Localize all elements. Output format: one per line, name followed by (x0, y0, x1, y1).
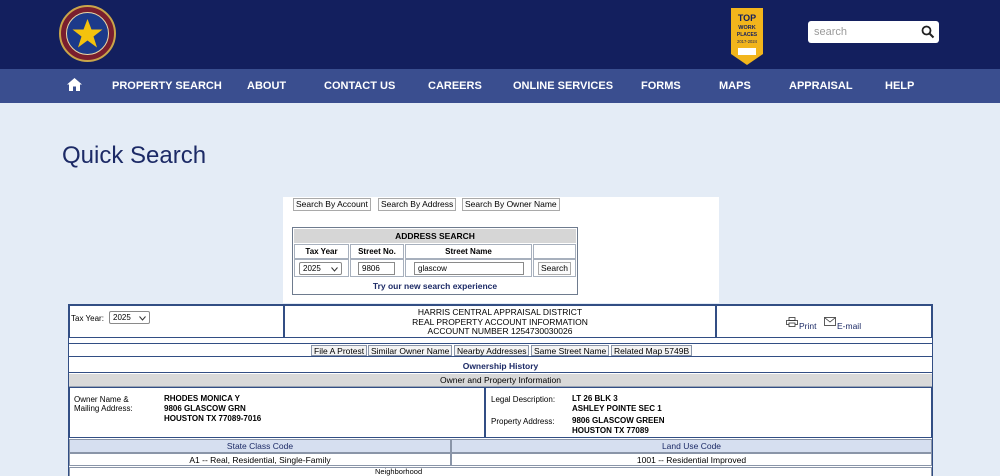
tax-year-header: Tax Year (294, 244, 349, 259)
nav-property-search[interactable]: PROPERTY SEARCH (112, 80, 222, 92)
account-tax-year-select[interactable] (109, 311, 150, 324)
account-title-block (284, 305, 716, 338)
home-icon[interactable] (67, 78, 82, 91)
print-link[interactable]: Print (799, 321, 817, 331)
account-number: ACCOUNT NUMBER 1254730030026 (427, 326, 573, 336)
print-email-area (716, 305, 932, 338)
nav-careers[interactable]: CAREERS (428, 80, 482, 92)
owner-address-1: 9806 GLASCOW GRN (164, 404, 246, 413)
ownership-history-link[interactable]: Ownership History (69, 359, 932, 373)
street-name-input[interactable]: glascow (414, 262, 524, 275)
badge-top: TOP (737, 13, 757, 23)
email-icon[interactable] (824, 317, 836, 326)
tab-file-protest[interactable]: File A Protest (311, 345, 367, 356)
tax-year-value: 2025 (303, 264, 321, 273)
nav-contact-us[interactable]: CONTACT US (324, 80, 396, 92)
nav-online-services[interactable]: ONLINE SERVICES (513, 80, 614, 92)
top-workplaces-badge (731, 8, 763, 65)
site-header (0, 0, 1000, 69)
badge-work: WORK (738, 25, 756, 31)
state-class-code-value: A1 -- Real, Residential, Single-Family (69, 453, 451, 466)
owner-property-info-header: Owner and Property Information (69, 374, 932, 387)
search-by-account-button[interactable]: Search By Account (293, 198, 371, 211)
page-title: Quick Search (62, 142, 207, 169)
nav-appraisal[interactable]: APPRAISAL (789, 80, 853, 92)
neighborhood-header: Neighborhood (375, 467, 423, 476)
tax-year-select[interactable] (299, 262, 342, 275)
value-table-header-row (69, 467, 932, 476)
legal-block (485, 387, 932, 438)
owner-label-2: Mailing Address: (74, 404, 133, 413)
badge-places: PLACES (736, 32, 758, 38)
street-no-header: Street No. (350, 244, 404, 259)
email-link[interactable]: E-mail (837, 321, 862, 331)
legal-line-1: LT 26 BLK 3 (572, 394, 618, 403)
property-address-label: Property Address: (491, 417, 555, 426)
street-no-input[interactable]: 9806 (358, 262, 395, 275)
state-class-code-header: State Class Code (69, 439, 451, 453)
chevron-down-icon (331, 267, 338, 272)
street-name-cell (405, 259, 532, 277)
street-no-cell (350, 259, 404, 277)
search-by-address-button[interactable]: Search By Address (378, 198, 456, 211)
nav-help[interactable]: HELP (885, 80, 915, 92)
tax-year-area (69, 305, 284, 338)
hcad-logo[interactable] (59, 5, 116, 62)
address-search-title: ADDRESS SEARCH (294, 229, 576, 243)
district-name: HARRIS CENTRAL APPRAISAL DISTRICT (417, 307, 583, 317)
chevron-down-icon (139, 316, 146, 321)
tab-similar-owner[interactable]: Similar Owner Name (368, 345, 452, 356)
nav-about[interactable]: ABOUT (247, 80, 287, 92)
search-icon[interactable] (921, 25, 935, 39)
nav-forms[interactable]: FORMS (641, 80, 681, 92)
search-button-cell (533, 259, 576, 277)
tab-related-map[interactable]: Related Map 5749B (611, 345, 692, 356)
legal-label: Legal Description: (491, 395, 556, 404)
address-search-box (292, 227, 578, 295)
property-address-2: HOUSTON TX 77089 (572, 426, 649, 435)
account-tax-year-label: Tax Year: (71, 314, 104, 323)
account-tax-year-value: 2025 (113, 313, 131, 322)
printer-icon[interactable] (786, 317, 798, 327)
star-icon (71, 17, 104, 50)
property-address-1: 9806 GLASCOW GREEN (572, 416, 665, 425)
site-search-input[interactable] (808, 21, 920, 43)
legal-line-2: ASHLEY POINTE SEC 1 (572, 404, 662, 413)
nav-maps[interactable]: MAPS (719, 80, 751, 92)
quick-search-panel (283, 197, 719, 303)
owner-block (69, 387, 485, 438)
account-tabs (69, 343, 932, 357)
badge-years: 2017-2024 (736, 39, 758, 44)
account-info-title: REAL PROPERTY ACCOUNT INFORMATION (412, 316, 588, 327)
tab-nearby-addresses[interactable]: Nearby Addresses (454, 345, 529, 356)
owner-address-2: HOUSTON TX 77089-7016 (164, 414, 262, 423)
account-info-panel (68, 304, 933, 476)
address-search-button[interactable]: Search (538, 262, 571, 275)
search-by-owner-button[interactable]: Search By Owner Name (462, 198, 560, 211)
header-spacer (533, 244, 576, 259)
tax-year-cell (294, 259, 349, 277)
account-header-row (69, 305, 932, 338)
land-use-code-header: Land Use Code (451, 439, 932, 453)
site-search (808, 21, 939, 43)
main-nav (0, 69, 1000, 103)
owner-label-1: Owner Name & (74, 395, 129, 404)
land-use-code-value: 1001 -- Residential Improved (451, 453, 932, 466)
new-search-experience-link[interactable]: Try our new search experience (372, 281, 498, 291)
street-name-header: Street Name (405, 244, 532, 259)
owner-name: RHODES MONICA Y (164, 394, 241, 403)
tab-same-street[interactable]: Same Street Name (531, 345, 609, 356)
